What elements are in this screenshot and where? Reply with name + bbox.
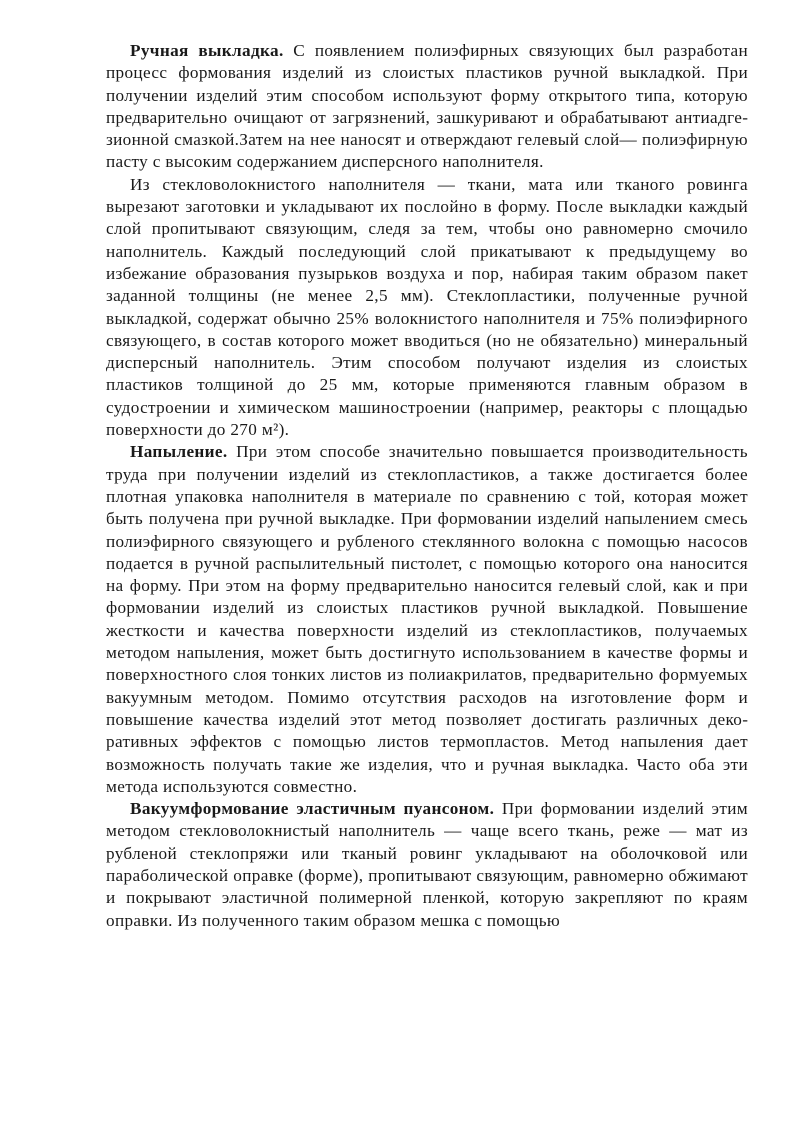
paragraph-text: При этом способе значительно повышается производительность труда при получении изделий из стеклопластиков, а также достигается более плотная упаковка наполнителя в материале по сравнению с той, которая может быть получена при ручной выкладке. При формовании изделий напылением смесь полиэфирного связующего и рубленого стеклянного волокна с помощью насосов подается в ручной распылительный пистолет, с помощью которого она наносится на форму. При этом на форму предварительно наносится гелевый слой, как и при формовании изделий из слоистых пластиков ручной выкладкой. Повышение жесткости и качества поверхности изделий из стеклопластиков, получаемых методом напыления, может быть достигнуто использованием в качестве формы и поверхностного слоя тонких листов из полиакрилатов, предварительно формуемых вакуумным методом. Помимо отсутствия расходов на изготовление форм и повышение качества изделий этот метод позволяет достигать различных декоративных эффектов с помощью листов термопластов. Метод напыления дает возможность получать такие же изделия, что и ручная выкладка. Часто оба эти метода используются совместно. (106, 442, 748, 796)
paragraph-text: Из стекловолокнистого наполнителя — ткани, мата или тканого ровинга вырезают заготовки и укладывают их послойно в форму. После выкладки каждый слой пропитывают связующим, следя за тем, чтобы оно равномерно смочило наполнитель. Каждый последующий слой прикатывают к предыдущему во избежание образования пузырьков воздуха и пор, набирая таким образом пакет заданной толщины (не менее 2,5 мм). Стеклопластики, полученные ручной выкладкой, содержат обычно 25% волокнистого наполнителя и 75% полиэфирного связующего, в состав которого может вводиться (но не обязательно) минеральный дисперсный наполнитель. Этим способом получают изделия из слоистых пластиков толщиной до 25 мм, которые применяются главным образом в судостроении и химическом машиностроении (например, реакторы с площадью поверхности до 270 м²). (106, 174, 748, 440)
paragraph-spraying (106, 441, 748, 798)
section-heading-vacuum-forming: Вакуумформование эластичным пуансоном. (130, 799, 495, 819)
section-heading-spraying: Напыление. (130, 442, 228, 462)
paragraph-vacuum-forming (106, 798, 748, 932)
paragraph-manual-layup (106, 40, 748, 174)
paragraph-text: При формовании изделий этим методом стекловолокнистый наполнитель — чаще всего ткань, реже — мат из рубленой стеклопряжи или тканый ровинг укладывают на оболочковой или параболической оправке (форме), пропитывают связующим, равномерно обжимают и покрывают эластичной полимерной пленкой, которую закрепляют по краям оправки. Из полученного таким образом мешка с помощью (106, 799, 748, 930)
document-page (106, 40, 748, 932)
section-heading-manual-layup: Ручная выкладка. (130, 41, 284, 60)
paragraph-glass-fiber-filler (106, 174, 748, 442)
paragraph-text: С появлением полиэфирных связующих был разработан процесс формования изделий из слоистых пластиков ручной выкладкой. При получении изделий этим способом используют форму открытого типа, которую предварительно очищают от загрязнений, зашкуривают и обрабатывают антиадгезионной смазкой.Затем на нее наносят и отверждают гелевый слой— полиэфирную пасту с высоким содержанием дисперсного наполнителя. (106, 41, 748, 172)
